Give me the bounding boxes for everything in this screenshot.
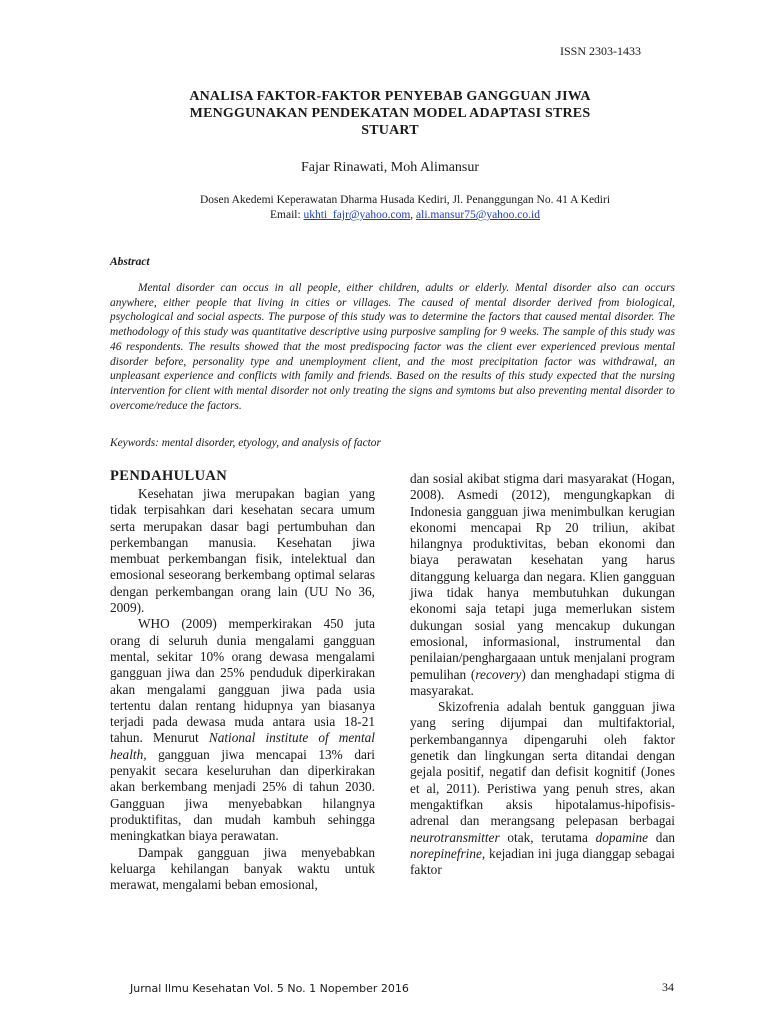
right-column <box>410 471 675 878</box>
email-label: Email: <box>270 209 304 221</box>
left-paragraph-3: Dampak gangguan jiwa menyebabkan keluarga kehilangan banyak waktu untuk merawat, mengalami beban emosional, <box>110 844 375 893</box>
email-link-1[interactable]: ukhti_fajr@yahoo.com <box>303 209 411 221</box>
left-paragraph-1: Kesehatan jiwa merupakan bagian yang tidak terpisahkan dari kesehatan secara umum serta merupakan dasar bagi pertumbuhan dan perkembangan manusia. Kesehatan jiwa membuat perkembangan fisik, intelektual dan emosional seseorang berkembang optimal selaras dengan perkembangan orang lain (UU No 36, 2009). <box>110 486 375 616</box>
keywords: Keywords: mental disorder, etyology, and analysis of factor <box>110 437 381 449</box>
right-p2-italic-2: dopamine <box>595 829 649 845</box>
right-p1-italic: recovery <box>475 666 522 682</box>
left-p2-text-a: WHO (2009) memperkirakan 450 juta orang di seluruh dunia mengalami gangguan mental, sekitar 10% orang dewasa mengalami gangguan jiwa dan 25% penduduk diperkirakan akan mengalami gangguan jiwa pada usia tertentu dalan rentang hidupnya yan biasanya terjadi pada dewasa muda antara usia 18-21 tahun. Menurut <box>110 616 375 746</box>
right-p2-text-a: Skizofrenia adalah bentuk gangguan jiwa yang sering dijumpai dan multifaktorial, perkembangannya dipengaruhi oleh faktor genetik dan lingkungan serta ditandai dengan gejala positif, negatif dan defisit kognitif (Jones et al, 2011). Peristiwa yang penuh stres, akan mengaktifkan aksis hipotalamus-hipofisis-adrenal dan merangsang pelepasan berbagai <box>410 699 675 829</box>
journal-footer: Jurnal Ilmu Kesehatan Vol. 5 No. 1 Nopember 2016 <box>130 982 409 995</box>
right-p2-text-c: dan <box>648 829 676 845</box>
left-p2-italic: National institute of mental health, <box>110 730 375 762</box>
affiliation <box>100 193 710 223</box>
page-number: 34 <box>662 980 674 994</box>
right-p1-text-b: ) dan menghadapi stigma di masyarakat. <box>410 666 675 698</box>
right-p2-italic-1: neurotransmitter <box>410 829 500 845</box>
title-line-2: MENGGUNAKAN PENDEKATAN MODEL ADAPTASI STRES <box>189 106 591 121</box>
right-p2-text-d: , kejadian ini juga dianggap sebagai faktor <box>410 845 675 878</box>
left-p2-text-b: gangguan jiwa mencapai 13% dari penyakit secara keseluruhan dan diperkirakan akan berkembang menjadi 25% di tahun 2030. Gangguan jiwa menyebabkan hilangnya produktifitas, dan mudah kambuh sehingga meningkatkan biaya perawatan. <box>110 746 375 844</box>
paper-title <box>100 88 680 139</box>
right-p1-text-a: dan sosial akibat stigma dari masyarakat (Hogan, 2008). Asmedi (2012), mengungkapkan di Indonesia gangguan jiwa menimbulkan kerugian ekonomi mencapai Rp 20 triliun, akibat hilangnya produktivitas, beban ekonomi dan biaya perawatan kesehatan yang harus ditanggung keluarga dan negara. Klien gangguan jiwa tidak hanya membutuhkan dukungan ekonomi saja tetapi juga memerlukan sistem dukungan sosial yang mencakup dukungan emosional, informasional, instrumental dan penilaian/penghargaaan untuk menjalani program pemulihan ( <box>410 471 675 682</box>
right-p2-italic-3: norepinefrine <box>410 845 482 861</box>
abstract-heading: Abstract <box>110 256 150 268</box>
right-p2-text-b: otak, terutama <box>499 829 596 845</box>
left-column <box>110 468 375 893</box>
email-separator: , <box>410 209 417 221</box>
right-paragraph-2 <box>410 699 675 878</box>
right-paragraph-1 <box>410 471 675 699</box>
issn-number: ISSN 2303-1433 <box>560 44 642 58</box>
author-list: Fajar Rinawati, Moh Alimansur <box>300 160 480 175</box>
email-link-2[interactable]: ali.mansur75@yahoo.co.id <box>416 209 540 221</box>
email-line <box>100 208 710 223</box>
title-line-1: ANALISA FAKTOR-FAKTOR PENYEBAB GANGGUAN JIWA <box>189 89 591 104</box>
institution: Dosen Akedemi Keperawatan Dharma Husada Kediri, Jl. Penanggungan No. 41 A Kediri <box>199 194 611 206</box>
left-paragraph-2 <box>110 616 375 844</box>
abstract-text: Mental disorder can occus in all people, either children, adults or elderly. Mental disorder also can occurs anywhere, either people that living in cities or villages. The caused of mental disorder derived from biological, psychological and social aspects. The purpose of this study was to determine the factors that caused mental disorder. The methodology of this study was quantitative descriptive using purposive sampling for 9 weeks. The sample of this study was 46 respondents. The results showed that the most predispocing factor was the client ever experienced previous mental disorder before, personality type and unemployment client, and the most precipitation factor was withdrawal, an unpleasant experience and conflicts with family and friends. Based on the results of this study expected that the nursing intervention for client with mental disorder not only treating the signs and symtoms but also preventing mental disorder to overcome/reduce the factors. <box>110 282 675 412</box>
title-line-3: STUART <box>361 123 419 138</box>
section-heading: PENDAHULUAN <box>110 468 228 484</box>
